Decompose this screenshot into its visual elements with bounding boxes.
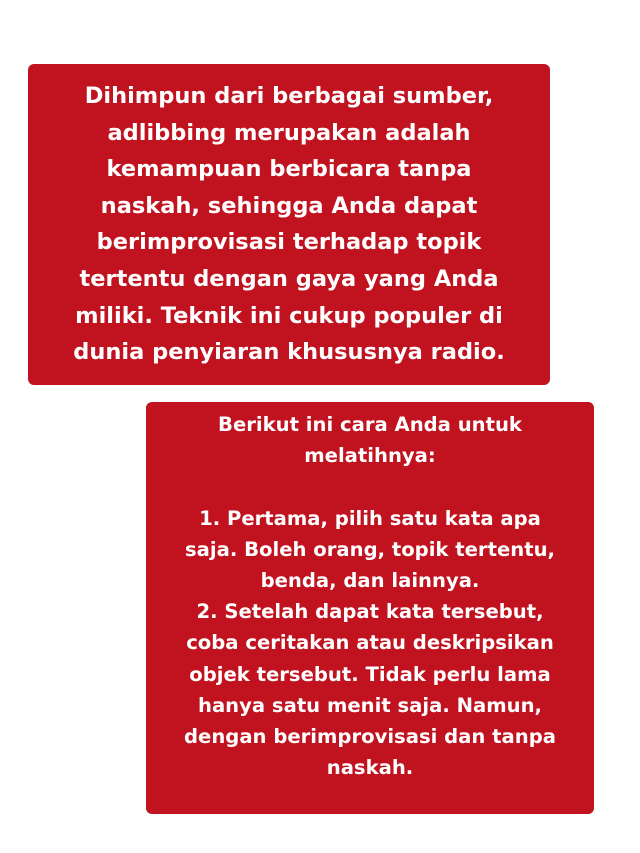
intro-text-line: tertentu dengan gaya yang Anda <box>79 265 499 292</box>
steps-spacer <box>156 471 584 502</box>
steps-body-line: dengan berimprovisasi dan tanpa <box>184 725 556 749</box>
steps-heading-line: Berikut ini cara Anda untuk <box>218 413 522 436</box>
steps-card <box>146 402 594 814</box>
steps-body-line: hanya satu menit saja. Namun, <box>198 693 542 717</box>
steps-body-line: objek tersebut. Tidak perlu lama <box>189 662 551 686</box>
steps-body-line: saja. Boleh orang, topik tertentu, <box>185 537 555 561</box>
steps-body-line: coba ceritakan atau deskripsikan <box>186 631 554 655</box>
intro-card <box>28 64 550 385</box>
intro-text-line: berimprovisasi terhadap topik <box>96 229 482 256</box>
intro-text-line: kemampuan berbicara tanpa <box>106 156 472 183</box>
steps-heading-line: melatihnya: <box>304 444 436 468</box>
intro-text-line: naskah, sehingga Anda dapat <box>100 192 478 219</box>
intro-text-line: dunia penyiaran khususnya radio. <box>73 339 505 366</box>
intro-text-line: adlibbing merupakan adalah <box>107 119 471 146</box>
intro-text-line: Dihimpun dari berbagai sumber, <box>84 83 494 109</box>
steps-body-line: naskah. <box>326 756 414 780</box>
steps-body-line: benda, dan lainnya. <box>260 569 480 592</box>
steps-body-line: 1. Pertama, pilih satu kata apa <box>199 506 541 530</box>
steps-body-line: 2. Setelah dapat kata tersebut, <box>196 600 544 624</box>
intro-text-line: miliki. Teknik ini cukup populer di <box>75 302 503 329</box>
